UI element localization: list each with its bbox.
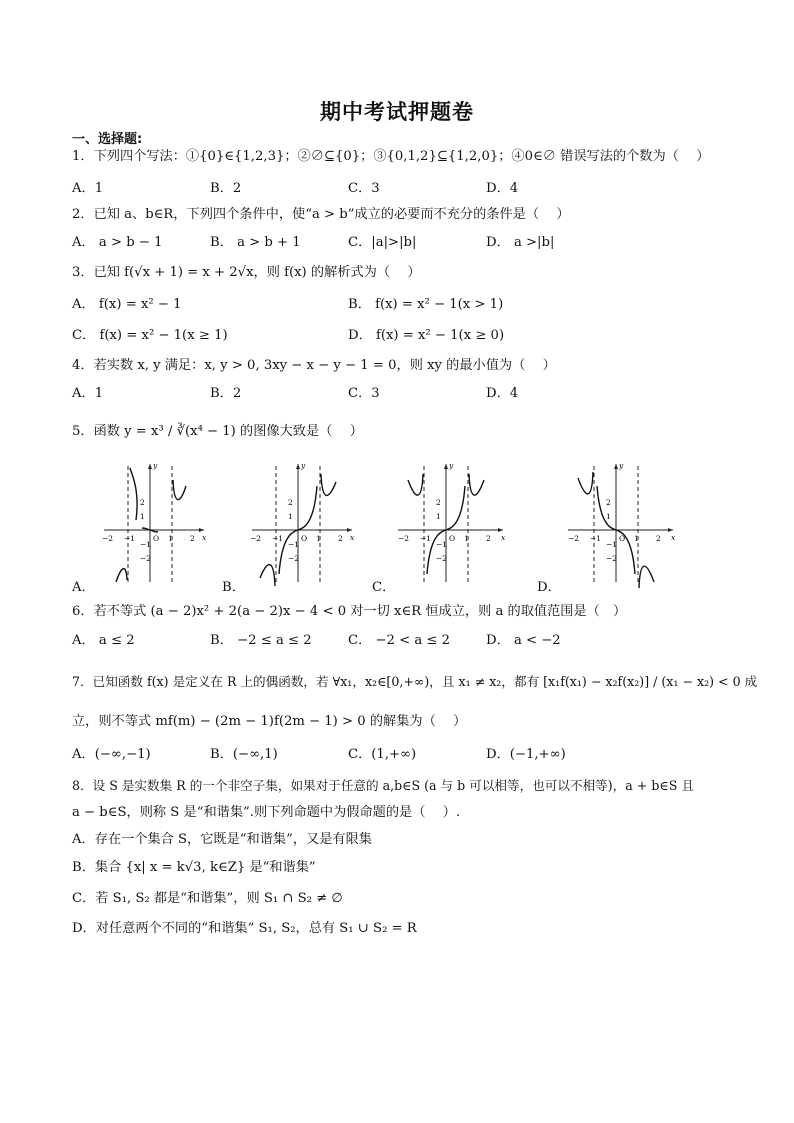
x-axis-arrow [668, 528, 673, 532]
x-tick-label: −1 [590, 534, 602, 543]
question-6-stem: 6．若不等式 (a − 2)x² + 2(a − 2)x − 4 < 0 对一切 x∈R 恒成立，则 a 的取值范围是（ ） [72, 604, 627, 619]
q5-option-d[interactable]: D． [537, 580, 561, 595]
x-tick-label: −1 [124, 534, 136, 543]
question-2-stem: 2．已知 a、b∈R，下列四个条件中，使“a > b”成立的必要而不充分的条件是（ ） [72, 207, 570, 222]
q1-option-b[interactable]: B．2 [210, 181, 242, 196]
y-axis-arrow [614, 464, 618, 469]
x-tick-label: −2 [398, 534, 410, 543]
function-curve [578, 472, 593, 494]
x-axis-label: x [671, 533, 676, 542]
x-axis-arrow [498, 528, 503, 532]
q3-option-a[interactable]: A． f(x) = x² − 1 [72, 297, 182, 312]
function-curve [130, 468, 137, 520]
question-7-stem-line-1: 7．已知函数 f(x) 是定义在 R 上的偶函数，若 ∀x₁，x₂∈[0,+∞)，且 x₁ ≠ x₂，都有 [x₁f(x₁) − x₂f(x₂)] / (x₁ − x₂) < 0 成 [72, 674, 758, 689]
x-tick-label: 2 [486, 534, 491, 543]
q2-option-b[interactable]: B． a > b + 1 [210, 235, 301, 250]
x-tick-label: −1 [272, 534, 284, 543]
x-tick-label: 1 [316, 534, 321, 543]
q3-option-b[interactable]: B． f(x) = x² − 1(x > 1) [348, 297, 504, 312]
q1-option-a[interactable]: A．1 [72, 181, 104, 196]
function-curve [639, 566, 654, 588]
question-7-stem-line-2: 立，则不等式 mf(m) − (2m − 1)f(2m − 1) > 0 的解集为（ ） [72, 714, 467, 729]
q7-option-c[interactable]: C．(1,+∞) [348, 747, 417, 762]
y-tick-label: −1 [606, 540, 618, 549]
x-tick-label: 1 [168, 534, 173, 543]
function-curve [321, 474, 336, 495]
y-tick-label: −1 [436, 540, 448, 549]
q5-option-b[interactable]: B． [222, 580, 245, 595]
x-tick-label: 2 [656, 534, 661, 543]
q4-option-a[interactable]: A．1 [72, 386, 104, 401]
q5-option-c[interactable]: C． [372, 580, 396, 595]
x-axis-label: x [202, 533, 207, 542]
x-axis-label: x [501, 533, 506, 542]
y-tick-label: 2 [288, 498, 293, 507]
y-tick-label: −2 [140, 554, 152, 563]
x-axis-label: x [350, 533, 355, 542]
question-3-stem: 3．已知 f(√x + 1) = x + 2√x，则 f(x) 的解析式为（ ） [72, 265, 421, 280]
page-title: 期中考试押题卷 [320, 100, 474, 124]
q3-option-d[interactable]: D． f(x) = x² − 1(x ≥ 0) [348, 328, 505, 343]
y-tick-label: 1 [436, 512, 441, 521]
y-tick-label: 2 [606, 498, 611, 507]
y-tick-label: −2 [606, 554, 618, 563]
q1-option-d[interactable]: D．4 [486, 181, 519, 196]
y-tick-label: 2 [140, 498, 145, 507]
x-tick-label: 1 [464, 534, 469, 543]
q3-option-c[interactable]: C． f(x) = x² − 1(x ≥ 1) [72, 328, 228, 343]
x-axis-arrow [347, 528, 352, 532]
y-tick-label: −1 [288, 540, 300, 549]
x-tick-label: O [153, 534, 160, 543]
question-8-stem-line-2: a − b∈S，则称 S 是“和谐集”.则下列命题中为假命题的是（ ）. [72, 805, 461, 820]
x-tick-label: 2 [338, 534, 343, 543]
y-axis-arrow [296, 464, 300, 469]
q5-graph-a[interactable] [100, 458, 210, 588]
y-axis-label: y [449, 461, 454, 470]
q5-graph-d[interactable] [564, 458, 679, 588]
y-axis-arrow [444, 464, 448, 469]
q8-option-c[interactable]: C．若 S₁, S₂ 都是“和谐集”，则 S₁ ∩ S₂ ≠ ∅ [72, 891, 343, 906]
x-tick-label: −2 [102, 534, 114, 543]
q4-option-c[interactable]: C．3 [348, 386, 380, 401]
y-tick-label: 2 [436, 498, 441, 507]
q6-option-d[interactable]: D． a < −2 [486, 633, 561, 648]
function-curve [116, 569, 127, 582]
q7-option-d[interactable]: D．(−1,+∞) [486, 747, 566, 762]
q2-option-a[interactable]: A． a > b − 1 [72, 235, 163, 250]
x-tick-label: −2 [568, 534, 580, 543]
y-tick-label: −2 [436, 554, 448, 563]
q5-graph-c[interactable] [394, 458, 509, 588]
q2-option-c[interactable]: C．|a|>|b| [348, 235, 417, 250]
x-tick-label: 2 [190, 534, 195, 543]
q6-option-c[interactable]: C． −2 < a ≤ 2 [348, 633, 451, 648]
q1-option-c[interactable]: C．3 [348, 181, 380, 196]
function-curve [469, 474, 484, 495]
y-tick-label: 1 [606, 512, 611, 521]
question-4-stem: 4．若实数 x, y 满足：x, y > 0, 3xy − x − y − 1 = 0，则 xy 的最小值为（ ） [72, 358, 556, 373]
y-axis-arrow [148, 464, 152, 469]
q4-option-b[interactable]: B．2 [210, 386, 242, 401]
function-curve [260, 565, 275, 586]
y-tick-label: 1 [140, 512, 145, 521]
x-tick-label: O [619, 534, 626, 543]
y-axis-label: y [153, 461, 158, 470]
function-curve [408, 474, 423, 495]
q8-option-a[interactable]: A．存在一个集合 S，它既是“和谐集”，又是有限集 [72, 832, 372, 847]
y-tick-label: −2 [288, 554, 300, 563]
q7-option-a[interactable]: A．(−∞,−1) [72, 747, 151, 762]
q8-option-b[interactable]: B．集合 {x| x = k√3, k∈Z} 是“和谐集” [72, 860, 316, 875]
q6-option-b[interactable]: B． −2 ≤ a ≤ 2 [210, 633, 312, 648]
y-axis-label: y [301, 461, 306, 470]
x-tick-label: O [301, 534, 308, 543]
question-5-stem: 5．函数 y = x³ / ∛(x⁴ − 1) 的图像大致是（ ） [72, 424, 363, 439]
y-tick-label: −1 [140, 540, 152, 549]
x-tick-label: −1 [420, 534, 432, 543]
y-axis-label: y [619, 461, 624, 470]
q8-option-d[interactable]: D．对任意两个不同的“和谐集” S₁, S₂，总有 S₁ ∪ S₂ = R [72, 921, 417, 936]
section-heading: 一、选择题: [72, 132, 143, 147]
q5-graph-options [72, 458, 722, 593]
q5-option-a[interactable]: A． [72, 580, 95, 595]
question-1-stem: 1．下列四个写法：①{0}∈{1,2,3}；②∅⊆{0}；③{0,1,2}⊆{1,2,0}；④0∈∅ 错误写法的个数为（ ） [72, 149, 710, 164]
q4-option-d[interactable]: D．4 [486, 386, 519, 401]
q6-option-a[interactable]: A． a ≤ 2 [72, 633, 135, 648]
q7-option-b[interactable]: B．(−∞,1) [210, 747, 278, 762]
function-curve [173, 480, 186, 500]
x-tick-label: −2 [250, 534, 262, 543]
question-8-stem-line-1: 8．设 S 是实数集 R 的一个非空子集，如果对于任意的 a,b∈S (a 与 b 可以相等，也可以不相等)，a + b∈S 且 [72, 778, 694, 793]
x-tick-label: O [449, 534, 456, 543]
y-tick-label: 1 [288, 512, 293, 521]
q2-option-d[interactable]: D． a >|b| [486, 235, 555, 250]
q5-graph-b[interactable] [248, 458, 358, 588]
x-axis-arrow [199, 528, 204, 532]
x-tick-label: 1 [634, 534, 639, 543]
